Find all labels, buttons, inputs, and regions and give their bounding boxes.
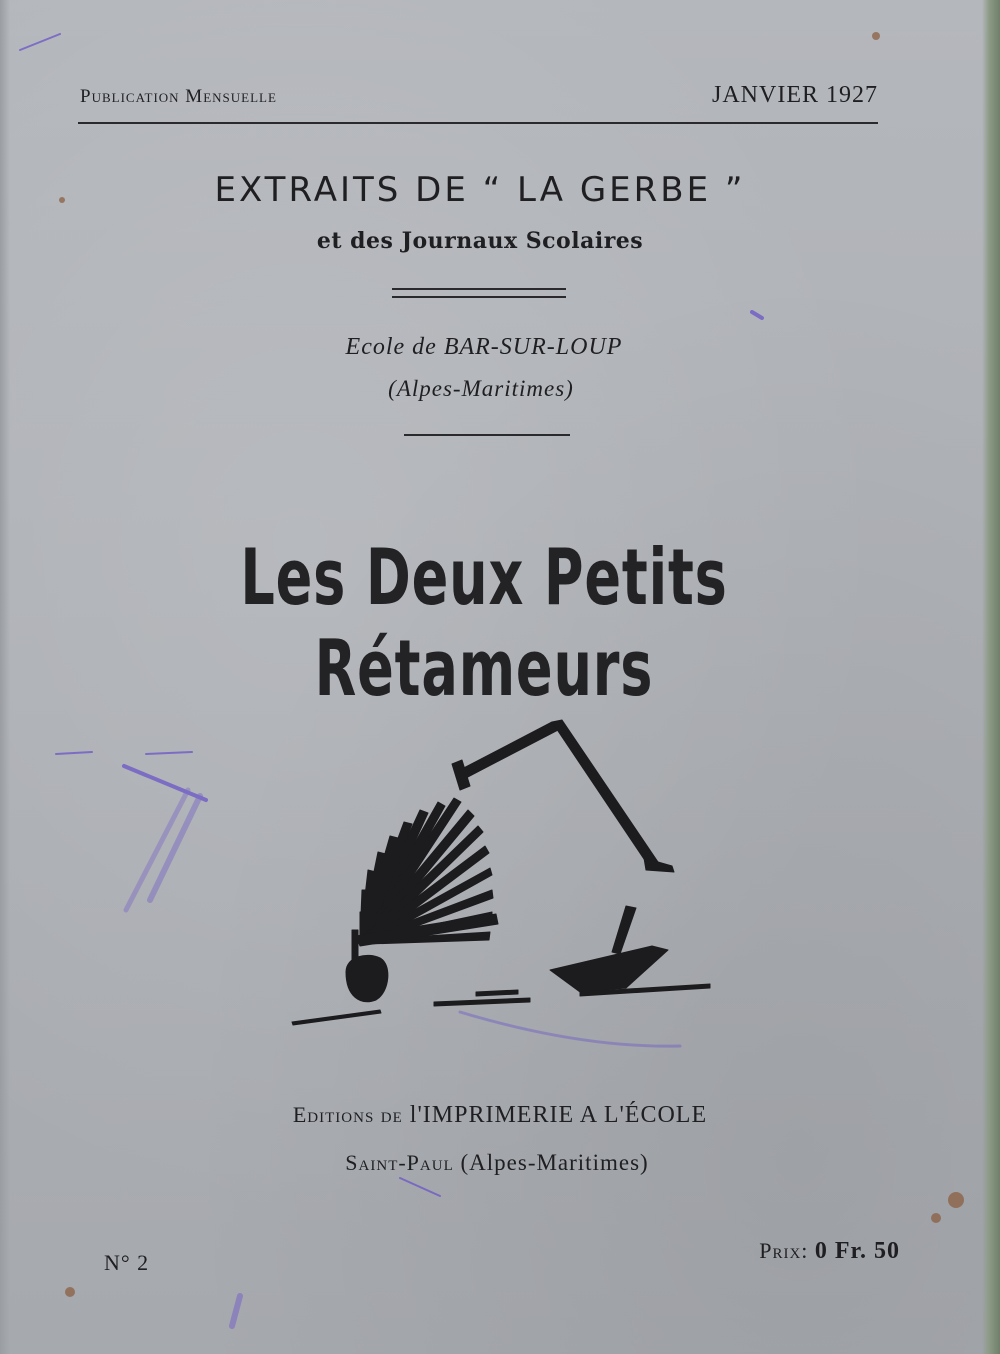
price-value: 0 Fr. 50 [814, 1238, 900, 1264]
publisher-line [0, 1102, 1000, 1129]
publication-date: JANVIER 1927 [712, 82, 878, 108]
editions-prefix: Editions de [292, 1102, 403, 1127]
publication-frequency: Publication Mensuelle [80, 86, 277, 107]
short-divider [404, 434, 570, 436]
editions-name: l'IMPRIMERIE A L'ÉCOLE [409, 1102, 708, 1128]
issue-number: N° 2 [104, 1250, 150, 1275]
school-name: Ecole de BAR-SUR-LOUP [345, 334, 623, 360]
header-row [80, 82, 878, 116]
publisher-place [0, 1150, 994, 1176]
publisher-city: Saint-Paul [345, 1150, 454, 1175]
book-title: Les Deux Petits Rétameurs [240, 532, 728, 714]
price-label: Prix: [759, 1238, 809, 1263]
school-region: (Alpes-Maritimes) [388, 376, 574, 401]
header-rule [78, 122, 878, 124]
price [759, 1238, 900, 1265]
subtitle: et des Journaux Scolaires [316, 228, 644, 254]
double-divider [392, 288, 566, 298]
main-title: EXTRAITS DE “ LA GERBE ” [214, 170, 746, 210]
tinker-wheel-illustration-icon [280, 700, 720, 1030]
publisher-region: (Alpes-Maritimes) [460, 1150, 649, 1175]
